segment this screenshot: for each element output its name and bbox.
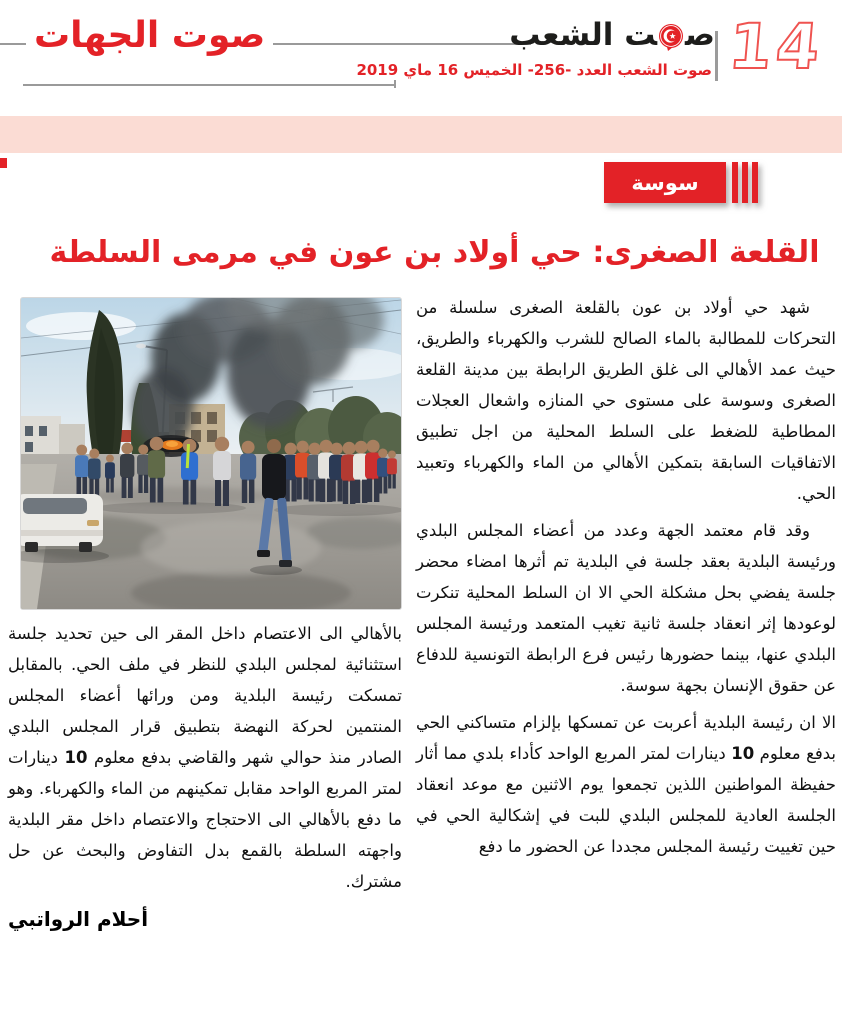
newspaper-logo [509,17,715,53]
paragraph-text: دينارات لمتر المربع الواحد كأداء بلدي مما أثار حفيظة المواطنين اللذين تجمعوا يوم الاثنين مع موعد انعقاد الجلسة العادية للمجلس البلدي للبت في إشكالية الحي في حين تغييت رئيسة المجلس مجددا عن الحضور ما دفع [416,744,836,856]
page-number: 14 [725,10,827,83]
paragraph-text: بالأهالي الى الاعتصام داخل المقر الى حين تحديد جلسة استثنائية لمجلس البلدي للنظر في ملف الحي. بالمقابل تمسكت رئيسة البلدية ومن ورائها أعضاء المجلس المنتمين لحركة النهضة بتطبيق قرار المجلس البلدي الصادر منذ حوالي شهر والقاضي بدفع معلوم [8,624,402,767]
logo-text-left: ‍ت الشعب [509,17,658,53]
rule-tick [394,80,396,88]
logo-text-right: ص‍ [685,17,715,53]
section-title: صوت الجهات [26,14,273,57]
header-divider [715,31,718,81]
header-rule-bottom [23,84,396,86]
article-column-left [8,292,402,1024]
left-edge-red-mark [0,158,7,168]
region-badge-group [604,162,758,203]
article-body [8,292,836,1024]
article-photo [20,297,402,610]
paragraph: وقد قام معتمد الجهة وعدد من أعضاء المجلس البلدي ورئيسة البلدية بعقد جلسة في البلدية تم أثرها امضاء محضر جلسة يفضي بحل مشكلة الحي الا ان السلط المحلية تنكرت لوعودها إثر انعقاد جلسة ثانية تغيب المتعمد ورئيسة المجلس البلدي عنها، بينما حضورها رئيس فرع الرابطة التونسية للدفاع عن حقوق الإنسان بجهة سوسة. [416,521,836,695]
badge-bars-icon [732,162,758,203]
paragraph: شهد حي أولاد بن عون بالقلعة الصغرى سلسلة من التحركات للمطالبة بالماء الصالح للشرب والكهرباء والطريق، حيث عمد الأهالي الى غلق الطريق الرابطة بين مدينة القلعة الصغرى وسوسة على مستوى حي المنازه واشعال العجلات المطاطية للضغط على السلط المحلية من اجل تطبيق الاتفاقيات السابقة بتمكين الأهالي من الماء والكهرباء وتعبيد الحي. [416,298,836,503]
issue-line: صوت الشعب العدد -256- الخميس 16 ماي 2019 [356,61,712,79]
article-column-right [416,292,836,1024]
region-badge: سوسة [604,162,726,203]
fee-amount: 10 [731,744,755,763]
crescent-star-emblem-icon [658,23,684,51]
paragraph-text: دينارات لمتر المربع الواحد مقابل تمكينهم من الماء والكهرباء. وهو ما دفع بالأهالي الى الاحتجاج والاعتصام داخل مقر البلدية واجهته السلطة بالقمع بدل التفاوض والبحث عن حل مشترك. [8,748,402,891]
paragraph-text: الا ان رئيسة البلدية أعربت عن تمسكها بإلزام متساكني الحي بدفع معلوم [416,713,836,763]
article-headline: القلعة الصغرى: حي أولاد بن عون في مرمى السلطة [49,235,820,270]
pink-band [0,116,842,153]
fee-amount: 10 [64,748,88,767]
paragraph [416,707,836,862]
author-byline: أحلام الرواتبي [8,907,149,931]
paragraph [8,618,402,897]
